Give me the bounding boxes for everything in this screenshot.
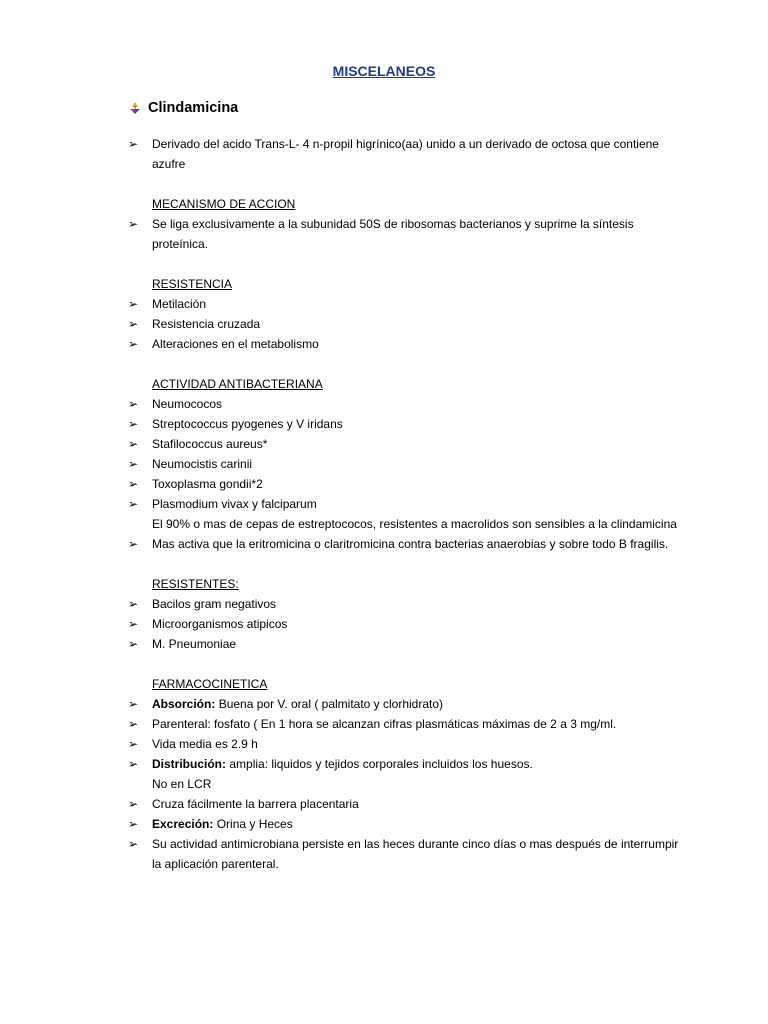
section-heading-actividad: ACTIVIDAD ANTIBACTERIANA (152, 377, 323, 391)
content (128, 134, 688, 874)
label-excrecion: Excreción: (152, 817, 214, 831)
list-item-excrecion (128, 814, 688, 834)
list-item: ➢ Cruza fácilmente la barrera placentaria (128, 794, 688, 814)
paragraph-lcr: No en LCR (152, 777, 212, 791)
list-item: ➢ Derivado del acido Trans-L- 4 n-propil higrínico(aa) unido a un derivado de octosa que contiene azufre (128, 134, 688, 174)
list-item: ➢ Metilación (128, 294, 688, 314)
list-item: ➢ Vida media es 2.9 h (128, 734, 688, 754)
section-heading-farmacocinetica: FARMACOCINETICA (152, 677, 268, 691)
text-absorcion: Buena por V. oral ( palmitato y clorhidrato) (218, 697, 444, 711)
list-item: ➢ Neumococos (128, 394, 688, 414)
label-absorcion: Absorción: (152, 697, 216, 711)
section-heading-resistentes: RESISTENTES: (152, 577, 239, 591)
list-item: ➢ Resistencia cruzada (128, 314, 688, 334)
paragraph-note: El 90% o mas de cepas de estreptococos, resistentes a macrolidos son sensibles a la clindamicina (152, 517, 677, 531)
list-item: ➢ Mas activa que la eritromicina o claritromicina contra bacterias anaerobias y sobre todo B fragilis. (128, 534, 688, 554)
list-item: ➢ Se liga exclusivamente a la subunidad 50S de ribosomas bacterianos y suprime la síntesis proteínica. (128, 214, 688, 254)
drug-heading (128, 97, 238, 122)
section-heading-resistencia: RESISTENCIA (152, 277, 233, 291)
list-item: ➢ Microorganismos atipicos (128, 614, 688, 634)
list-item: ➢ Streptococcus pyogenes y V iridans (128, 414, 688, 434)
list-item: ➢ Plasmodium vivax y falciparum (128, 494, 688, 514)
label-distribucion: Distribución: (152, 757, 226, 771)
text-distribucion: amplia: liquidos y tejidos corporales incluidos los huesos. (229, 757, 533, 771)
list-item-absorcion (128, 694, 688, 714)
list-item: ➢ Bacilos gram negativos (128, 594, 688, 614)
page-title: MISCELANEOS (332, 63, 436, 79)
list-item: ➢ Alteraciones en el metabolismo (128, 334, 688, 354)
list-item: ➢ Toxoplasma gondii*2 (128, 474, 688, 494)
drug-name: Clindamicina (148, 100, 239, 116)
list-item: ➢ Parenteral: fosfato ( En 1 hora se alcanzan cifras plasmáticas máximas de 2 a 3 mg/ml. (128, 714, 688, 734)
list-item: ➢ Stafilococcus aureus* (128, 434, 688, 454)
bullet-arrow-icon (128, 100, 148, 122)
list-item-distribucion (128, 754, 688, 774)
list-item: ➢ M. Pneumoniae (128, 634, 688, 654)
list-item: ➢ Neumocistis carinii (128, 454, 688, 474)
text-excrecion: Orina y Heces (216, 817, 293, 831)
section-heading-mecanismo: MECANISMO DE ACCION (152, 197, 296, 211)
list-item: ➢ Su actividad antimicrobiana persiste en las heces durante cinco días o mas después de interrumpir la aplicación parenteral. (128, 834, 688, 874)
